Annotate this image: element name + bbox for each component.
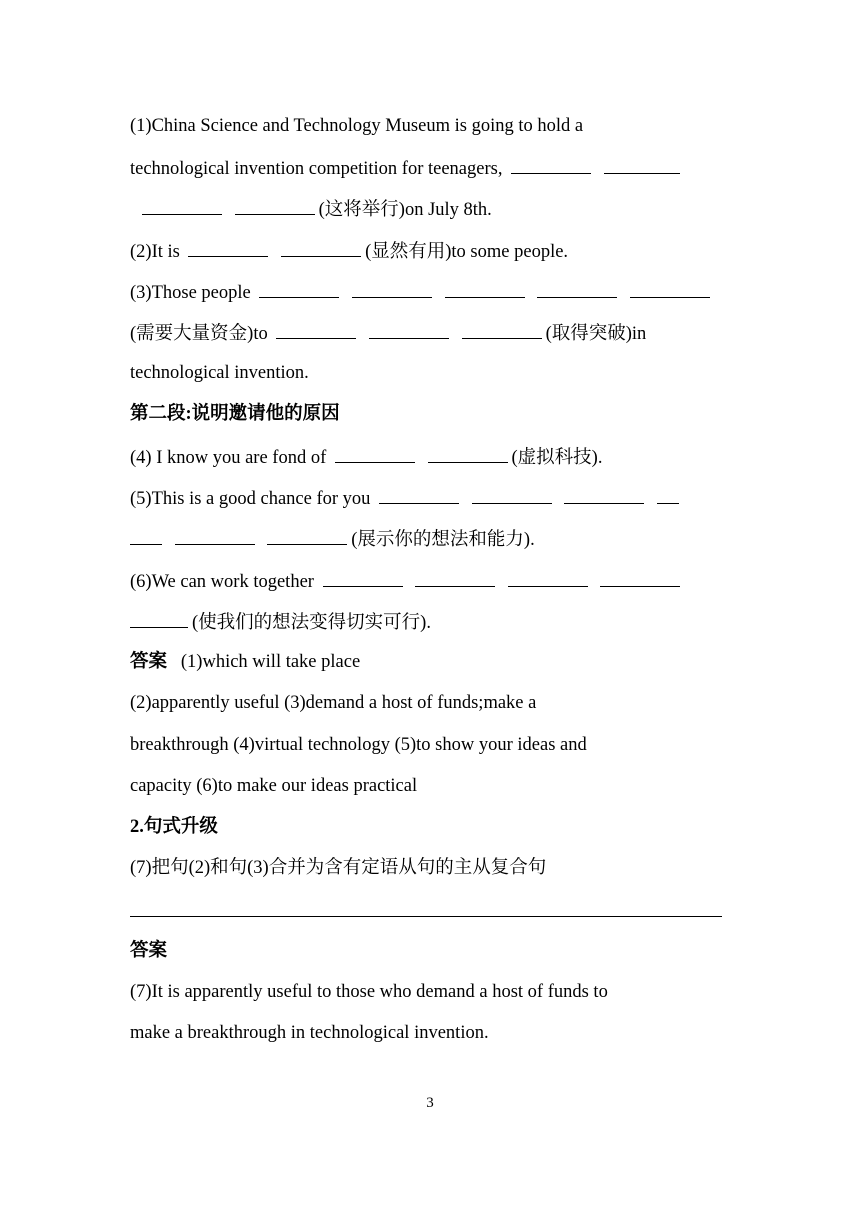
- answer-blank[interactable]: [428, 444, 508, 463]
- answer-blank[interactable]: [235, 196, 315, 215]
- exercise-2-line: (2)It is (显然有用)to some people.: [130, 238, 568, 264]
- exercise-1-line-2: technological invention competition for teenagers,: [130, 155, 684, 181]
- answer-blank[interactable]: [142, 196, 222, 215]
- exercise-3-line-2: (需要大量资金)to (取得突破)in: [130, 320, 646, 346]
- exercise-1-line-3: (这将举行)on July 8th.: [138, 196, 492, 222]
- page-number: 3: [426, 1095, 434, 1111]
- answer-blank[interactable]: [472, 485, 552, 504]
- answer-blank[interactable]: [564, 485, 644, 504]
- answer-blank[interactable]: [657, 485, 679, 504]
- answer-blank[interactable]: [369, 320, 449, 339]
- answer-block-1-line-3: breakthrough (4)virtual technology (5)to show your ideas and: [130, 735, 587, 755]
- answer-blank[interactable]: [281, 238, 361, 257]
- answer-7-line-2: make a breakthrough in technological invention.: [130, 1023, 489, 1043]
- exercise-5-line-2: (展示你的想法和能力).: [130, 526, 535, 552]
- exercise-3-line-3: technological invention.: [130, 363, 309, 383]
- answer-blank[interactable]: [415, 568, 495, 587]
- answer-blank[interactable]: [259, 279, 339, 298]
- answer-blank[interactable]: [130, 526, 162, 545]
- exercise-1-line-1: (1)China Science and Technology Museum is going to hold a: [130, 116, 584, 136]
- answer-blank[interactable]: [352, 279, 432, 298]
- exercise-6-line-2: (使我们的想法变得切实可行).: [130, 609, 431, 635]
- answer-blank[interactable]: [508, 568, 588, 587]
- answer-blank[interactable]: [462, 320, 542, 339]
- exercise-6-line-1: (6)We can work together: [130, 568, 684, 594]
- answer-block-1-line-1: 答案 (1)which will take place: [130, 652, 361, 672]
- answer-blank[interactable]: [600, 568, 680, 587]
- answer-blank[interactable]: [604, 155, 680, 174]
- task-7-instruction: (7)把句(2)和句(3)合并为含有定语从句的主从复合句: [130, 858, 547, 878]
- answer-block-1-line-2: (2)apparently useful (3)demand a host of funds;make a: [130, 693, 537, 713]
- section-heading-paragraph-2: 第二段:说明邀请他的原因: [130, 404, 340, 424]
- answer-7-line-1: (7)It is apparently useful to those who demand a host of funds to: [130, 982, 608, 1002]
- answer-blank[interactable]: [630, 279, 710, 298]
- answer-blank[interactable]: [175, 526, 255, 545]
- answer-write-line[interactable]: [130, 916, 722, 917]
- answer-block-1-line-4: capacity (6)to make our ideas practical: [130, 776, 418, 796]
- answer-blank[interactable]: [511, 155, 591, 174]
- answer-blank[interactable]: [537, 279, 617, 298]
- exercise-5-line-1: (5)This is a good chance for you: [130, 485, 683, 511]
- answer-blank[interactable]: [335, 444, 415, 463]
- answer-label: 答案: [130, 652, 168, 672]
- answer-label: 答案: [130, 941, 168, 961]
- answer-blank[interactable]: [276, 320, 356, 339]
- answer-blank[interactable]: [323, 568, 403, 587]
- exercise-4-line: (4) I know you are fond of (虚拟科技).: [130, 444, 602, 470]
- answer-blank[interactable]: [130, 609, 188, 628]
- answer-blank[interactable]: [379, 485, 459, 504]
- exercise-3-line-1: (3)Those people: [130, 279, 714, 305]
- answer-blank[interactable]: [267, 526, 347, 545]
- section-heading-sentence-upgrade: 2.句式升级: [130, 817, 218, 837]
- answer-blank[interactable]: [445, 279, 525, 298]
- answer-blank[interactable]: [188, 238, 268, 257]
